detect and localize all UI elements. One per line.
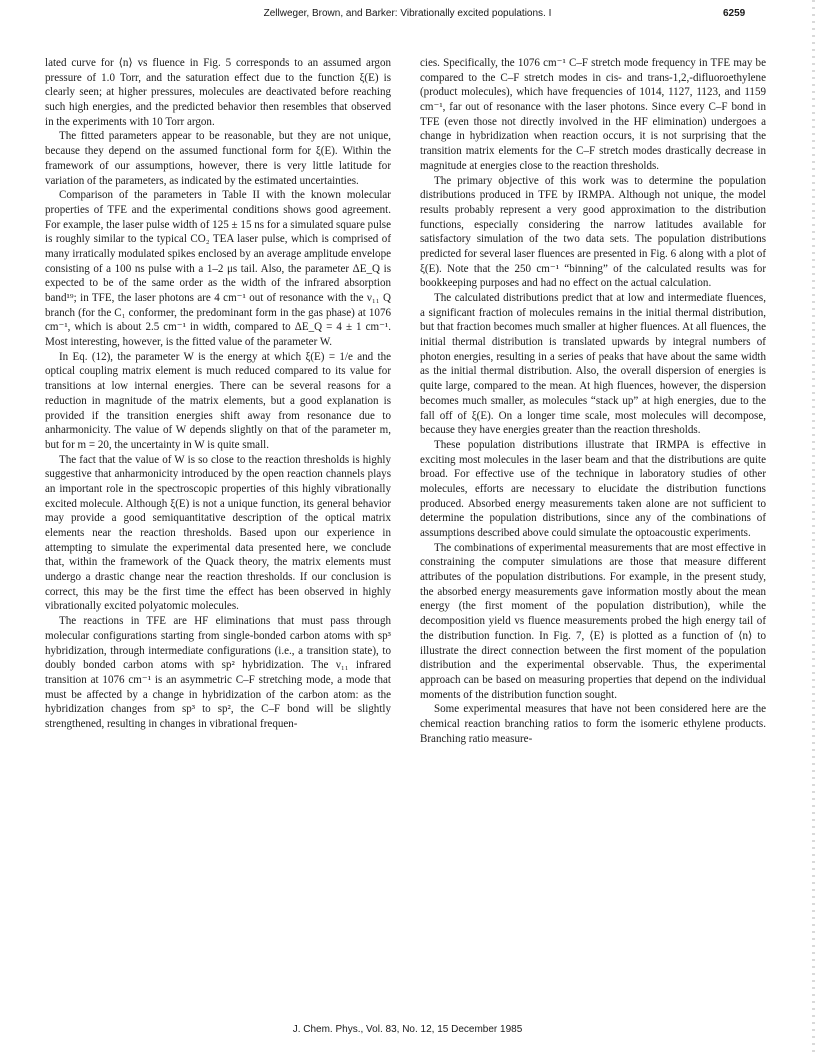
paragraph-parameter-w: In Eq. (12), the parameter W is the energy at which ξ(E) = 1/e and the optical coupling matrix element is much reduced compared to its value for transitions at low internal energies. There can be several reasons for a reduction in magnitude of the matrix elements, but a good explanation is provided if the transition energies shift away from resonance due to anharmonicity. The value of W depends slightly on that of the parameter m, but for m = 20, the uncertainty in W is quite small. [45,350,391,451]
right-column [420,56,766,746]
paragraph-primary-objective: The primary objective of this work was to determine the population distributions produced in TFE by IRMPA. Although not unique, the model results probably represent a very good approximation to the distribution functions, especially considering the narrow latitudes available for satisfactory simulation of the two data sets. The population distributions predicted for several laser fluences are presented in Fig. 6 along with a plot of ξ(E). Note that the 250 cm⁻¹ “binning” of the calculated results was for bookkeeping purposes and had no effect on the actual calculation. [420,174,766,290]
paragraph-irmpa-effective: These population distributions illustrate that IRMPA is effective in exciting most molecules in the laser beam and that the distributions are quite broad. For effective use of the technique in laboratory studies of other molecules, efforts are necessary to elucidate the distribution functions produced. Absorbed energy measurements taken alone are not sufficient to determine the population distributions, since any of the combinations of assumptions described above could simulate the optoacoustic experiments. [420,438,766,539]
paragraph-calculated-distributions: The calculated distributions predict that at low and intermediate fluences, a significant fraction of molecules remains in the initial thermal distribution, but that fraction becomes much smaller at higher fluences. At all fluences, the initial thermal distribution is translated upwards by integral numbers of photon energies, resulting in a series of peaks that have about the same width as the initial thermal distribution. Also, the overall dispersion of energies is quite large, compared to the mean. At high fluences, however, the dispersion becomes much smaller, as molecules “stack up” at high energies, due to the fall off of ξ(E). On a longer time scale, most molecules will decompose, because they have energies greater than the reaction thresholds. [420,292,766,437]
running-title: Zellweger, Brown, and Barker: Vibrationally excited populations. I [263,8,552,19]
paragraph-continuation-right: cies. Specifically, the 1076 cm⁻¹ C–F stretch mode frequency in TFE may be compared to the C–F stretch modes in cis- and trans-1,2,-difluoroethylene (product molecules), which have frequencies of 1014, 1127, 1123, and 1159 cm⁻¹, far out of resonance with the laser photons. Since every C–F bond in TFE (even those not directly involved in the HF elimination) undergoes a change in hybridization when reaction occurs, it is not surprising that the transition matrix elements for the C–F stretch modes drastically decrease in magnitude at energies close to the reaction thresholds. [420,57,766,172]
paragraph-anharmonicity: The fact that the value of W is so close to the reaction thresholds is highly suggestive that anharmonicity introduced by the open reaction channels plays an important role in the spectroscopic properties of this highly vibrationally excited molecule. Although ξ(E) is not a unique function, its general behavior may provide a good semiquantitative description of the optical matrix elements near the reaction thresholds. Based upon our experience in attempting to simulate the experimental data presented here, we conclude that, within the framework of the Quack theory, the matrix elements must undergo a drastic change near the reaction thresholds. If our conclusion is correct, this may be the first time the effect has been observed in highly vibrationally excited polyatomic molecules. [45,453,391,613]
paragraph-continuation: lated curve for ⟨n⟩ vs fluence in Fig. 5 corresponds to an assumed argon pressure of 1.0 Torr, and the saturation effect due to the function ξ(E) is clearly seen; at higher pressures, molecules are deactivated before reaching such high energies, and the predicted behavior then resembles that observed in the experiments with 10 Torr argon. [45,57,391,128]
paragraph-fitted-parameters: The fitted parameters appear to be reasonable, but they are not unique, because they depend on the assumed functional form for ξ(E). Within the framework of our assumptions, however, there is very little latitude for variation of the parameters, as indicated by the estimated uncertainties. [45,130,391,187]
running-header [0,8,815,24]
paragraph-hf-eliminations: The reactions in TFE are HF eliminations that must pass through molecular configurations starting from single-bonded carbon atoms with sp³ hybridization, through intermediate configurations (i.e., a transition state), to doubly bonded carbon atoms with sp² hybridization. The ν₁₁ infrared transition at 1076 cm⁻¹ is an asymmetric C–F stretching mode, a mode that must be affected by a change in hybridization of the carbon atom: as the hybridization changes from sp³ to sp², the C–F bond will be slightly strengthened, resulting in changes in vibrational frequen- [45,615,391,730]
paragraph-experimental-combinations: The combinations of experimental measurements that are most effective in constraining the computer simulations are those that measure different attributes of the population distributions. For example, in the present study, the absorbed energy measurements gave information mostly about the mean energy (the first moment of the population distribution), while the decomposition yield vs fluence measurements probed the high energy tail of the distribution function. In Fig. 7, ⟨E⟩ is plotted as a function of ⟨n⟩ to illustrate the direct connection between the first moment of the population distribution and the experimental observable. Thus, the experimental approach can be based on measuring properties that depend on the individual moments of the distribution function sought. [420,541,766,701]
paragraph-branching-ratios: Some experimental measures that have not been considered here are the chemical reaction branching ratios to form the isomeric ethylene products. Branching ratio measure- [420,703,766,745]
page-number: 6259 [723,8,746,19]
left-column [45,56,391,732]
paragraph-parameter-comparison: Comparison of the parameters in Table II with the known molecular properties of TFE and the experimental conditions shows good agreement. For example, the laser pulse width of 125 ± 15 ns for a simulated square pulse is roughly similar to the typical CO₂ TEA laser pulse, which is comprised of many irratically modulated spikes enclosed by an average amplitude envelope consisting of a 100 ns pulse with a 1–2 μs tail. Also, the parameter ΔE_Q is expected to be of the same order as the width of the infrared absorption band¹⁹; in TFE, the laser photons are 4 cm⁻¹ out of resonance with the ν₁₁ Q branch (for the C₁ conformer, the predominant form in the gas phase) at 1076 cm⁻¹, which is about 2.5 cm⁻¹ in width, compared to ΔE_Q = 4 ± 1 cm⁻¹. Most interesting, however, is the fitted value of the parameter W. [45,189,391,349]
journal-citation-footer: J. Chem. Phys., Vol. 83, No. 12, 15 December 1985 [292,1024,523,1035]
